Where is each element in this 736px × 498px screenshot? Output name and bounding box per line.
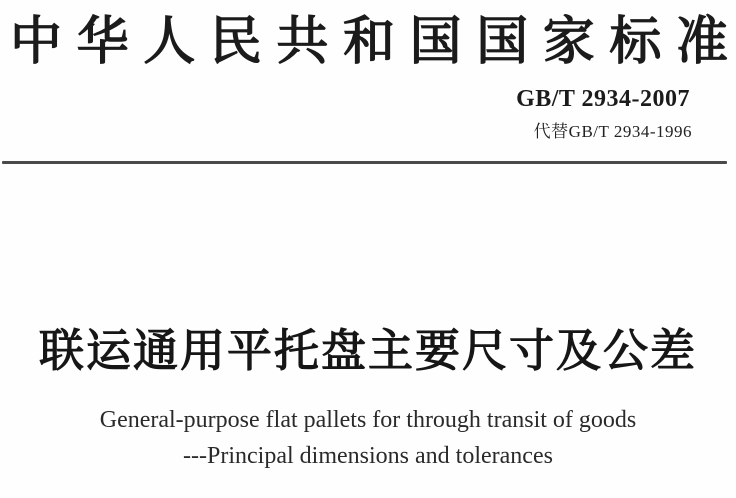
national-standard-header: 中华人民共和国国家标准: [10, 14, 728, 71]
english-title-line2: ---Principal dimensions and tolerances: [183, 443, 553, 469]
english-title-line1: General-purpose flat pallets for through transit of goods: [99, 407, 637, 433]
standard-code: GB/T 2934-2007: [516, 86, 690, 112]
replaces-note: 代替GB/T 2934-1996: [533, 122, 692, 141]
main-title-chinese: 联运通用平托盘主要尺寸及公差: [38, 325, 697, 376]
header-divider-rule: [2, 161, 727, 164]
